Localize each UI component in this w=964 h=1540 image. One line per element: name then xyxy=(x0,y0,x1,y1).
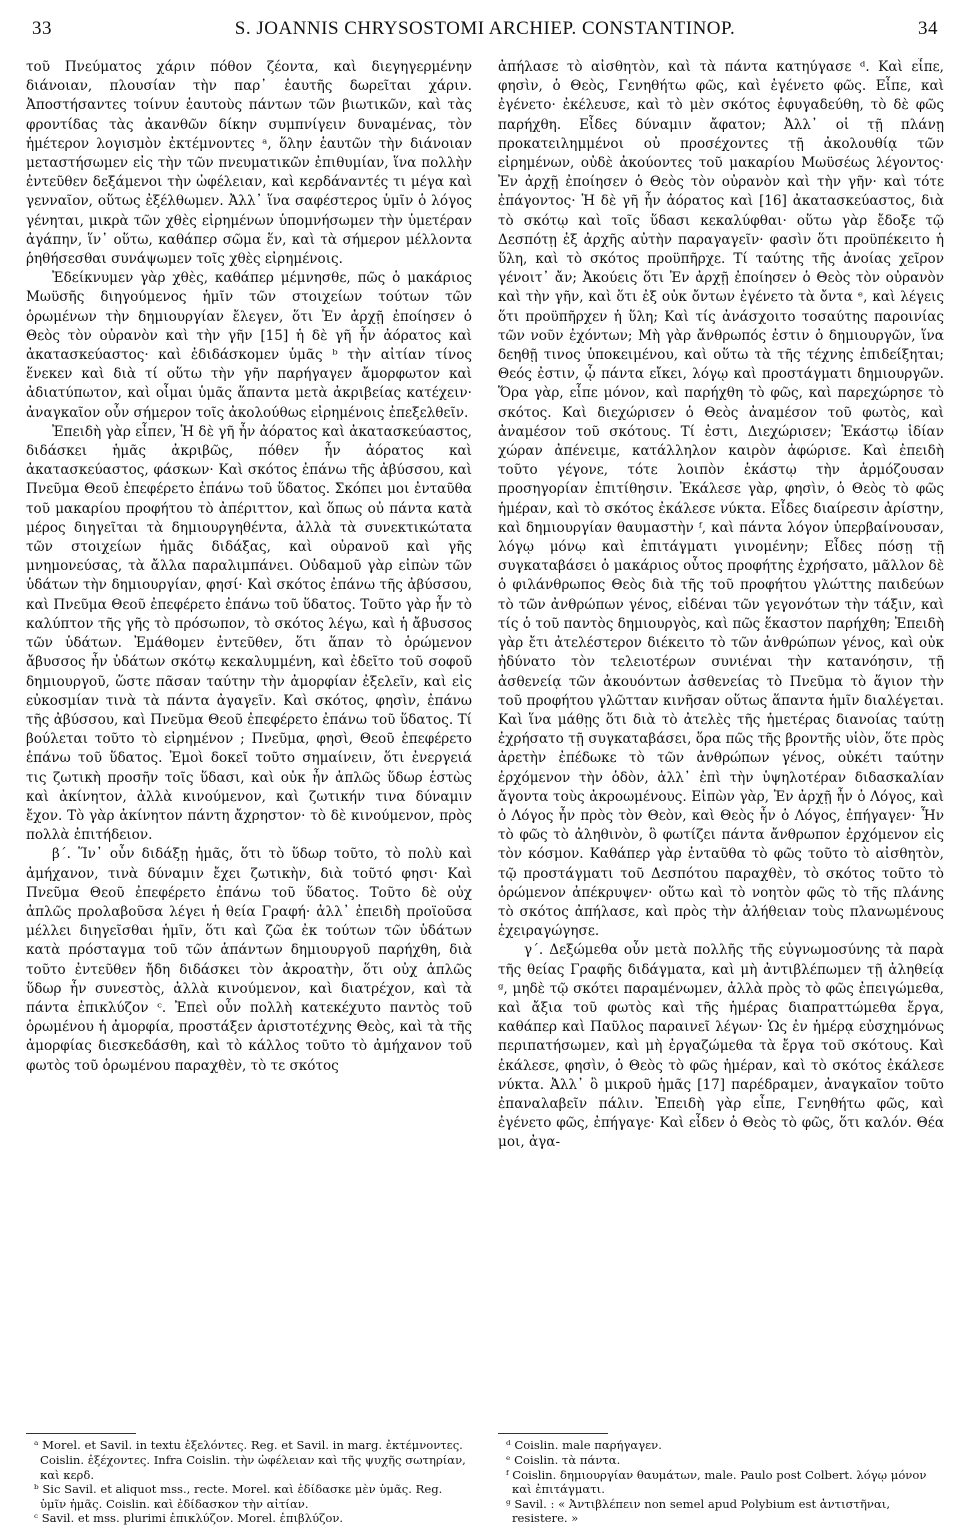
right-column-body xyxy=(498,58,944,1153)
left-column-body xyxy=(26,58,472,1076)
text-columns xyxy=(26,58,944,1526)
footnote: ᵉ Coislin. τὰ πάντα. xyxy=(506,1453,621,1468)
right-column xyxy=(498,58,944,1526)
running-title: S. JOANNIS CHRYSOSTOMI ARCHIEP. CONSTANTINOP. xyxy=(234,18,736,39)
running-head xyxy=(26,14,944,44)
footnote: ᵈ Coislin. male παρήγαγεν. xyxy=(506,1438,662,1453)
paragraph: Ἐπειδὴ γὰρ εἶπεν, Ἡ δὲ γῆ ἦν ἀόρατος καὶ ἀκατασκεύαστος, διδάσκει ἡμᾶς ἀκριβῶς, πόθεν ἦν ἀόρατος καὶ ἀκατασκεύαστος, φάσκων· Καὶ σκότος ἐπάνω τῆς ἀβύσσου, καὶ Πνεῦμα Θεοῦ ἐπεφέρετο ἐπάνω τοῦ ὕδατος. Σκόπει μοι ἐνταῦθα τοῦ μακαρίου προφήτου τὸ ἀπέριττον, καὶ ὅπως οὐ πάντα κατὰ μέρος διηγεῖται τὰ δημιουργηθέντα, ἀλλὰ τὰ συνεκτικώτατα τῶν στοιχείων ἡμᾶς διδάξας, καὶ οὐρανοῦ καὶ γῆς μνημονεύσας, τὰ ἄλλα παραλιμπάνει. Οὐδαμοῦ γὰρ εἰπὼν τῶν ὑδάτων τὴν δημιουργίαν, φησί· Καὶ σκότος ἐπάνω τῆς ἀβύσσου, καὶ Πνεῦμα Θεοῦ ἐπεφέρετο ἐπάνω τοῦ ὕδατος. Τοῦτο γὰρ ἦν τὸ καλύπτον τῆς γῆς τὸ πρόσωπον, τὸ σκότος λέγω, καὶ ἡ ἄβυσσος τῶν ὑδάτων. Ἐμάθομεν ἐντεῦθεν, ὅτι ἅπαν τὸ ὁρώμενον ἄβυσσος ἦν ὑδάτων σκότῳ κεκαλυμμένη, καὶ ἐδεῖτο τοῦ σοφοῦ δημιουργοῦ, ὥστε πᾶσαν ταύτην τὴν ἀμορφίαν ἐξελεῖν, καὶ εἰς εὐκοσμίαν τινὰ τὰ πάντα ἀγαγεῖν. Καὶ σκότος, φησὶν, ἐπάνω τῆς ἀβύσσου, καὶ Πνεῦμα Θεοῦ ἐπεφέρετο ἐπάνω τοῦ ὕδατος. Τί βούλεται τοῦτο τὸ εἰρημένον ; Πνεῦμα, φησὶ, Θεοῦ ἐπεφέρετο ἐπάνω τοῦ ὕδατος. Ἐμοὶ δοκεῖ τοῦτο σημαίνειν, ὅτι ἐνεργειά τις ζωτικὴ προσῆν τοῖς ὕδασι, καὶ οὐκ ἦν ἁπλῶς ὕδωρ ἑστὼς καὶ ἀκίνητον, ἀλλὰ κινούμενον, καὶ ζωτικήν τινα δύναμιν ἔχον. Τὸ γὰρ ἀκίνητον πάντη ἄχρηστον· τὸ δὲ κινούμενον, πρὸς πολλὰ ἐπιτήδειον. xyxy=(26,423,472,844)
paragraph: ἀπήλασε τὸ αἰσθητὸν, καὶ τὰ πάντα κατηύγασε ᵈ. Καὶ εἶπε, φησὶν, ὁ Θεὸς, Γενηθήτω φῶς, καὶ ἐγένετο φῶς. Εἶπε, καὶ ἐγένετο· ἐκέλευσε, καὶ τὸ μὲν σκότος ἐφυγαδεύθη, τὸ δὲ φῶς παρήχθη. Εἶδες δύναμιν ἄφατον; Ἀλλ᾽ οἱ τῇ πλάνῃ προκατειλημμένοι οὐ προσέχοντες τῇ ἀκολουθίᾳ τῶν εἰρημένων, οὐδὲ ἀκούοντες τοῦ μακαρίου Μωϋσέως λέγοντος· Ἐν ἀρχῇ ἐποίησεν ὁ Θεὸς τὸν οὐρανὸν καὶ τὴν γῆν· καὶ τότε ἐπάγοντος· Ἡ δὲ γῆ ἦν ἀόρατος καὶ [16] ἀκατασκεύαστος, διὰ τὸ σκότῳ καὶ τοῖς ὕδασι κεκαλύφθαι· οὕτω γὰρ ἔδοξε τῷ Δεσπότῃ ἐξ ἀρχῆς αὐτὴν παραγαγεῖν· φασὶν ὅτι προϋπέκειτο ἡ ὕλη, καὶ τὸ σκότος προϋπῆρχε. Τί ταύτης τῆς ἀνοίας χεῖρον γένοιτ᾽ ἄν; Ἀκούεις ὅτι Ἐν ἀρχῇ ἐποίησεν ὁ Θεὸς τὸν οὐρανὸν καὶ τὴν γῆν, καὶ ὅτι ἐξ οὐκ ὄντων ἐγένετο τὰ ὄντα ᵉ, καὶ λέγεις ὅτι προϋπῆρχεν ἡ ὕλη; Καὶ τίς ἀνάσχοιτο τοσαύτης παροινίας τῶν νοῦν ἐχόντων; Μὴ γὰρ ἄνθρωπός ἐστιν ὁ δημιουργῶν, ἵνα δεηθῇ τινος ὑποκειμένου, καὶ οὕτω τὰ τῆς τέχνης ἐπιδείξηται; Θεός ἐστιν, ᾧ πάντα εἴκει, λόγῳ καὶ προστάγματι δημιουργῶν. Ὅρα γὰρ, εἶπε μόνον, καὶ παρήχθη τὸ φῶς, καὶ παρεχώρησε τὸ σκότος. Καὶ διεχώρισεν ὁ Θεὸς ἀναμέσον τοῦ φωτὸς, καὶ ἀναμέσον τοῦ σκότους. Τί ἐστι, Διεχώρισεν; Ἑκάστῳ ἰδίαν χώραν ἀπένειμε, κατάλληλον καιρὸν ἀφώρισε. Καὶ ἐπειδὴ τοῦτο γέγονε, τότε λοιπὸν ἑκάστῳ τὴν ἁρμόζουσαν προσηγορίαν ἐπιτίθησιν. Ἐκάλεσε γὰρ, φησὶν, ὁ Θεὸς τὸ φῶς ἡμέραν, καὶ τὸ σκότος ἐκάλεσε νύκτα. Εἶδες διαίρεσιν ἀρίστην, καὶ δημιουργίαν θαυμαστὴν ᶠ, καὶ πάντα λόγον ὑπερβαίνουσαν, λόγῳ μόνῳ καὶ ἐπιτάγματι γινομένην; Εἶδες πόσῃ τῇ συγκαταβάσει ὁ μακάριος οὗτος προφήτης ἐχρήσατο, μᾶλλον δὲ ὁ φιλάνθρωπος Θεὸς διὰ τῆς τοῦ προφήτου γλώττης παιδεύων τὸ τῶν ἀνθρώπων γένος, εἰδέναι τῶν γεγονότων τὴν τάξιν, καὶ τίς ὁ τοῦ παντὸς δημιουργὸς, καὶ πῶς ἕκαστον παρήχθη; Ἐπειδὴ γὰρ ἔτι ἀτελέστερον διέκειτο τὸ τῶν ἀνθρώπων γένος, καὶ οὐκ ἠδύνατο τὸν τελειοτέρων συνιέναι τὴν κατανόησιν, τῇ ἀσθενείᾳ τῶν ἀκουόντων ἀσθενείας τὸ Πνεῦμα τὸ ἅγιον τὴν τοῦ προφήτου γλῶτταν κινῆσαν οὕτως ἅπαντα ἡμῖν διαλέγεται. Καὶ ἵνα μάθῃς ὅτι διὰ τὸ ἀτελὲς τῆς ἡμετέρας διανοίας ταύτῃ ἐχρήσατο τῇ συγκαταβάσει, ὅρα πῶς τῆς βροντῆς υἱὸν, ὅτε πρὸς ἀρετὴν ἐπέδωκε τὸ τῶν ἀνθρώπων γένος, οὐκέτι ταύτην ἐρχόμενον τὴν ὁδὸν, ἀλλ᾽ ἐπὶ τὴν ὑψηλοτέραν διδασκαλίαν ἄγοντα τοὺς ἀκροωμένους. Εἰπὼν γὰρ, Ἐν ἀρχῇ ἦν ὁ Λόγος, καὶ ὁ Λόγος ἦν πρὸς τὸν Θεὸν, καὶ Θεὸς ἦν ὁ Λόγος, ἐπήγαγεν· Ἦν τὸ φῶς τὸ ἀληθινὸν, ὃ φωτίζει πάντα ἄνθρωπον ἐρχόμενον εἰς τὸν κόσμον. Καθάπερ γὰρ ἐνταῦθα τὸ φῶς τοῦτο τὸ αἰσθητὸν, τῷ προστάγματι τοῦ Δεσπότου παραχθὲν, τὸ σκότος τοῦτο τὸ ὁρώμενον ἀπέκρυψεν· οὕτω καὶ τὸ νοητὸν φῶς τὸ τῆς πλάνης τὸ σκότος ἀπήλασε, καὶ πρὸς τὴν ἀλήθειαν τοὺς πλανωμένους ἐχειραγώγησε. xyxy=(498,59,944,940)
page-number-left: 33 xyxy=(32,18,52,39)
page-number-right: 34 xyxy=(918,18,938,39)
footnote-rule xyxy=(498,1433,608,1434)
footnote: ᵇ Sic Savil. et aliquot mss., recte. Morel. καὶ ἐδίδασκε μὲν ὑμᾶς. Reg. ὑμῖν ἡμᾶς. Coislin. καὶ ἐδίδασκον τὴν αἰτίαν. xyxy=(34,1482,443,1511)
footnote-rule xyxy=(26,1433,136,1434)
left-footnotes xyxy=(26,1433,472,1526)
left-column xyxy=(26,58,472,1526)
paragraph: β΄. Ἵν᾽ οὖν διδάξῃ ἡμᾶς, ὅτι τὸ ὕδωρ τοῦτο, τὸ πολὺ καὶ ἀμήχανον, τινὰ δύναμιν ἔχει ζωτικὴν, διὰ τοῦτό φησι· Καὶ Πνεῦμα Θεοῦ ἐπεφέρετο ἐπάνω τοῦ ὕδατος. Τοῦτο δὲ οὐχ ἁπλῶς προλαβοῦσα λέγει ἡ θεία Γραφή· ἀλλ᾽ ἐπειδὴ προϊοῦσα μέλλει διηγεῖσθαι ἡμῖν, ὅτι καὶ ζῶα ἐκ τούτων τῶν ὑδάτων κατὰ πρόσταγμα τοῦ τῶν ἁπάντων δημιουργοῦ παρήχθη, διὰ τοῦτο ἐντεῦθεν ἤδη διδάσκει τὸν ἀκροατὴν, ὅτι οὐχ ἁπλῶς ὕδωρ ἦν συνεστὸς, ἀλλὰ κινούμενον, καὶ διατρέχον, καὶ τὰ πάντα ἐπικλύζον ᶜ. Ἐπεὶ οὖν πολλὴ κατεκέχυτο παντὸς τοῦ ὁρωμένου ἡ ἀμορφία, προστάξεν ἀριστοτέχνης Θεὸς, καὶ τὰ τῆς ἀμορφίας διεσκεδάσθη, καὶ τὸ κάλλος τοῦτο τὸ ἀμήχανον τοῦ φωτὸς τοῦ ὁρωμένου παραχθὲν, τὸ τε σκότος xyxy=(26,846,472,1074)
right-footnotes xyxy=(498,1433,944,1526)
footnote: ᶜ Savil. et mss. plurimi ἐπικλύζον. Morel. ἐπιβλύζον. xyxy=(34,1511,344,1526)
paragraph: γ΄. Δεξώμεθα οὖν μετὰ πολλῆς τῆς εὐγνωμοσύνης τὰ παρὰ τῆς θείας Γραφῆς διδάγματα, καὶ μὴ ἀντιβλέπωμεν τῇ ἀληθείᾳ ᵍ, μηδὲ τῷ σκότει παραμένωμεν, ἀλλὰ πρὸς τὸ φῶς ἐπειγώμεθα, καὶ ἄξια τοῦ φωτὸς καὶ τῆς ἡμέρας διαπραττώμεθα ἔργα, καθάπερ καὶ Παῦλος παραινεῖ λέγων· Ὡς ἐν ἡμέρᾳ εὐσχημόνως περιπατήσωμεν, καὶ μὴ ἐργαζώμεθα τὰ ἔργα τοῦ σκότους. Καὶ ἐκάλεσε, φησὶν, ὁ Θεὸς τὸ φῶς ἡμέραν, καὶ τὸ σκότος ἐκάλεσε νύκτα. Ἀλλ᾽ ὃ μικροῦ ἡμᾶς [17] παρέδραμεν, ἀναγκαῖον τοῦτο ἐπαναλαβεῖν πάλιν. Ἐπειδὴ γὰρ εἶπε, Γενηθήτω φῶς, καὶ ἐγένετο φῶς, ἐπήγαγε· Καὶ εἶδεν ὁ Θεὸς τὸ φῶς, ὅτι καλόν. Θέα μοι, ἀγα- xyxy=(498,942,944,1151)
paragraph: Ἐδείκνυμεν γὰρ χθὲς, καθάπερ μέμνησθε, πῶς ὁ μακάριος Μωϋσῆς διηγούμενος ἡμῖν τῶν στοιχείων τούτων τῶν ὁρωμένων τὴν δημιουργίαν ἔλεγεν, ὅτι Ἐν ἀρχῇ ἐποίησεν ὁ Θεὸς τὸν οὐρανὸν καὶ τὴν γῆν [15] ἡ δὲ γῆ ἦν ἀόρατος καὶ ἀκατασκεύαστος· καὶ ἐδιδάσκομεν ὑμᾶς ᵇ τὴν αἰτίαν τίνος ἕνεκεν καὶ διὰ τί οὕτω τὴν γῆν παρήγαγεν ἄμορφωτον καὶ ἀδιατύπωτον, καὶ οἶμαι ὑμᾶς ἅπαντα μετὰ ἀκριβείας κατέχειν· ἀναγκαῖον οὖν σήμερον τοῖς ἀκολούθως εἰρημένοις ἐπεξελθεῖν. xyxy=(26,270,472,421)
footnote: ᵃ Morel. et Savil. in textu ἐξελόντες. Reg. et Savil. in marg. ἐκτέμνοντες. Coislin. ἐξέχοντες. Infra Coislin. τὴν ὠφέλειαν καὶ τῆς ψυχῆς σωτηρίαν, καὶ κερδ. xyxy=(34,1438,466,1482)
footnote: ᶠ Coislin. δημιουργίαν θαυμάτων, male. Paulo post Colbert. λόγῳ μόνον καὶ ἐπιτάγματι. xyxy=(506,1467,927,1497)
footnote: ᵍ Savil. : « Ἀντιβλέπειν non semel apud Polybium est ἀντιστῆναι, resistere. » xyxy=(506,1496,891,1526)
paragraph: τοῦ Πνεύματος χάριν πόθον ζέοντα, καὶ διεγηγερμένην διάνοιαν, πλουσίαν τὴν παρ᾽ ἑαυτῆς δωρεῖται χάριν. Ἀποστήσαντες τοίνυν ἑαυτοὺς πάντων τῶν βιωτικῶν, καὶ τὰς φροντίδας τὰς ἀκανθῶν δίκην συμπνίγειν δυναμένας, τὸν ἡμέτερον λογισμὸν ἐκτέμνοντες ᵃ, ὅλην ἑαυτῶν τὴν διάνοιαν μεταστήσωμεν εἰς τὴν τῶν πνευματικῶν ἐπιθυμίαν, ἵνα πολλὴν ἐντεῦθεν δεξάμενοι τὴν ὠφέλειαν, καὶ κερδάναντές τι μέγα καὶ γενναῖον, οὕτως ἐξέλθωμεν. Ἀλλ᾽ ἵνα σαφέστερος ὑμῖν ὁ λόγος γένηται, μικρὰ τῶν χθὲς εἰρημένων ὑπομνήσωμεν τὴν ὑμετέραν ἀγάπην, ἵν᾽ οὕτω, καθάπερ σῶμα ἕν, καὶ τὰ σήμερον μέλλοντα ῥηθήσεσθαι συνάψωμεν τοῖς χθὲς εἰρημένοις. xyxy=(26,59,472,268)
